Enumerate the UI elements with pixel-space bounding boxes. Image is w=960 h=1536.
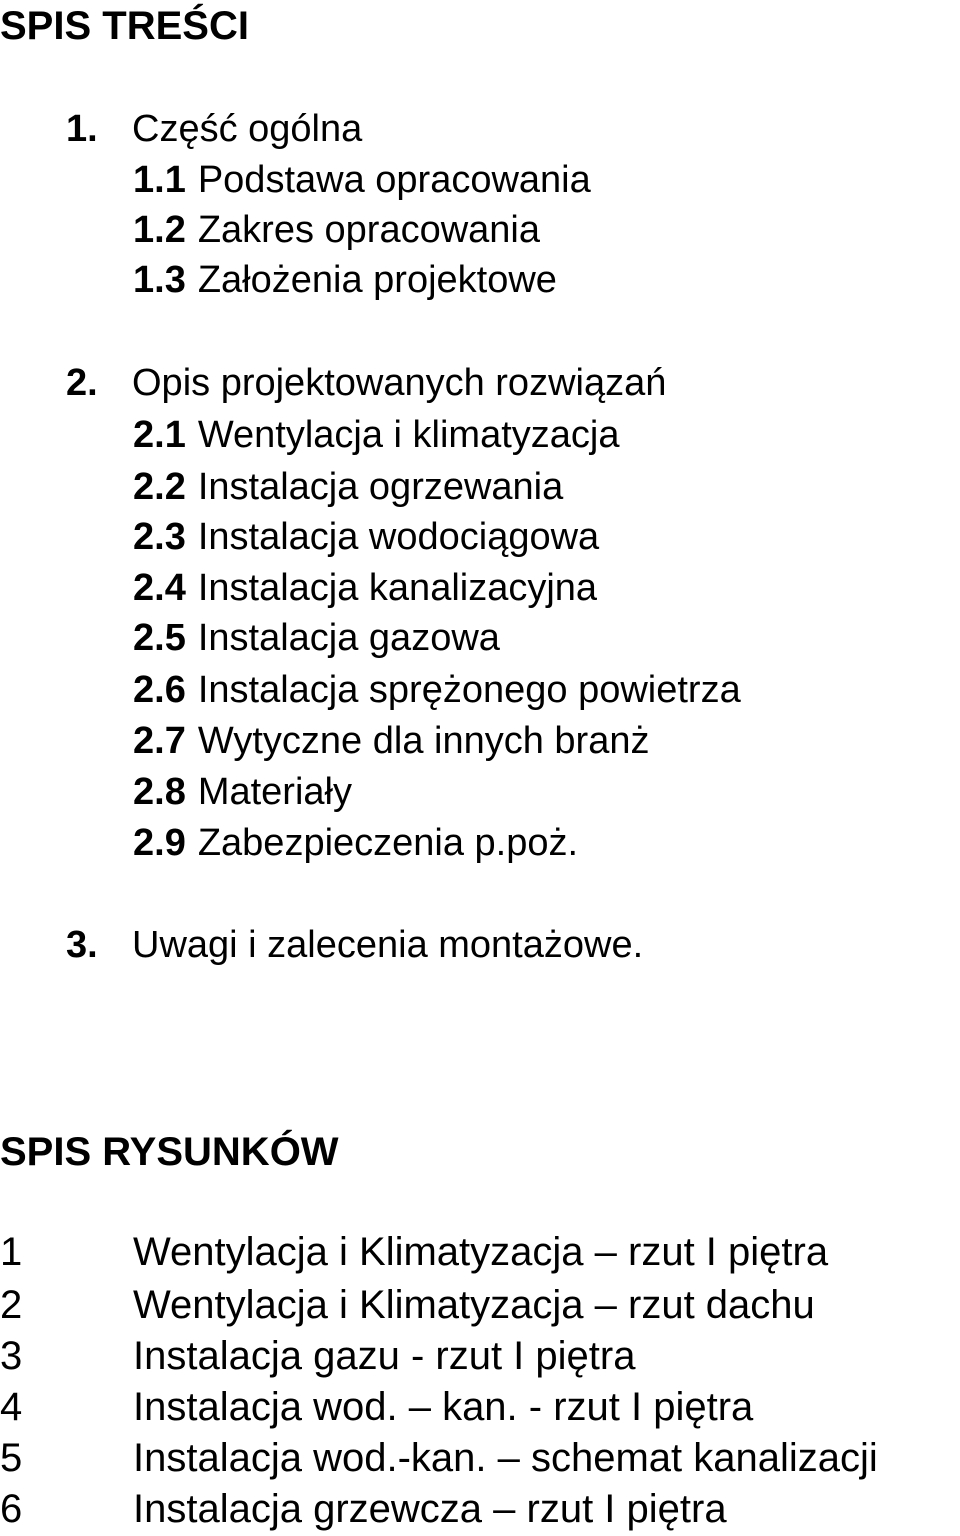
toc-subsection	[133, 464, 563, 510]
toc-subsection-number: 1.2	[133, 209, 186, 251]
toc-subsection-title: Instalacja ogrzewania	[197, 466, 564, 508]
toc-section-title: Uwagi i zalecenia montażowe.	[132, 924, 644, 966]
drawing-number: 4	[0, 1385, 23, 1429]
drawing-item	[0, 1484, 727, 1534]
toc-subsection-number: 2.5	[133, 617, 186, 659]
toc-subsection-title: Instalacja wodociągowa	[197, 516, 600, 558]
toc-section-number: 3.	[66, 924, 98, 966]
toc-subsection	[133, 207, 540, 253]
toc-subsection-number: 1.1	[133, 159, 186, 201]
toc-subsection-title: Wytyczne dla innych branż	[197, 720, 650, 762]
toc-subsection-number: 2.1	[133, 414, 186, 456]
toc-subsection	[133, 615, 500, 661]
toc-subsection	[133, 718, 649, 764]
toc-section	[66, 360, 666, 406]
toc-heading: SPIS TREŚCI	[0, 4, 249, 48]
toc-subsection-title: Podstawa opracowania	[197, 159, 591, 201]
toc-subsection	[133, 157, 591, 203]
toc-subsection-title: Zabezpieczenia p.poż.	[197, 822, 579, 864]
toc-subsection-number: 2.4	[133, 567, 186, 609]
toc-subsection-title: Zakres opracowania	[197, 209, 540, 251]
drawing-number: 3	[0, 1334, 23, 1378]
drawing-title: Wentylacja i Klimatyzacja – rzut dachu	[133, 1283, 815, 1327]
toc-subsection	[133, 769, 352, 815]
toc-subsection	[133, 514, 599, 560]
toc-subsection-number: 2.3	[133, 516, 186, 558]
drawing-number: 6	[0, 1487, 23, 1531]
toc-section-title: Opis projektowanych rozwiązań	[132, 362, 667, 404]
toc-subsection	[133, 412, 619, 458]
drawing-item	[0, 1382, 753, 1432]
toc-section-number: 2.	[66, 362, 98, 404]
toc-subsection-title: Materiały	[197, 771, 352, 813]
drawing-item	[0, 1433, 878, 1483]
toc-subsection	[133, 565, 597, 611]
toc-subsection-number: 2.6	[133, 669, 186, 711]
toc-subsection-title: Instalacja gazowa	[197, 617, 500, 659]
drawing-number: 5	[0, 1436, 23, 1480]
drawing-title: Instalacja wod.-kan. – schemat kanalizacji	[133, 1436, 878, 1480]
drawing-title: Instalacja gazu - rzut I piętra	[133, 1334, 636, 1378]
toc-subsection-number: 1.3	[133, 259, 186, 301]
drawing-number: 2	[0, 1283, 23, 1327]
toc-subsection-title: Instalacja kanalizacyjna	[197, 567, 598, 609]
drawing-title: Wentylacja i Klimatyzacja – rzut I piętra	[133, 1230, 829, 1274]
toc-subsection-title: Wentylacja i klimatyzacja	[197, 414, 620, 456]
toc-subsection-number: 2.2	[133, 466, 186, 508]
drawing-item	[0, 1331, 635, 1381]
toc-section	[66, 106, 362, 152]
drawing-number: 1	[0, 1230, 23, 1274]
drawings-heading: SPIS RYSUNKÓW	[0, 1130, 339, 1174]
toc-subsection	[133, 820, 578, 866]
toc-subsection-title: Założenia projektowe	[197, 259, 557, 301]
drawing-title: Instalacja grzewcza – rzut I piętra	[133, 1487, 727, 1531]
toc-section-title: Część ogólna	[132, 108, 363, 150]
toc-section-number: 1.	[66, 108, 98, 150]
drawing-item	[0, 1280, 815, 1330]
toc-subsection	[133, 667, 741, 713]
toc-subsection	[133, 257, 557, 303]
toc-subsection-title: Instalacja sprężonego powietrza	[197, 669, 741, 711]
drawing-item	[0, 1227, 828, 1277]
toc-subsection-number: 2.7	[133, 720, 186, 762]
drawing-title: Instalacja wod. – kan. - rzut I piętra	[133, 1385, 754, 1429]
toc-subsection-number: 2.9	[133, 822, 186, 864]
toc-subsection-number: 2.8	[133, 771, 186, 813]
toc-section	[66, 922, 643, 968]
